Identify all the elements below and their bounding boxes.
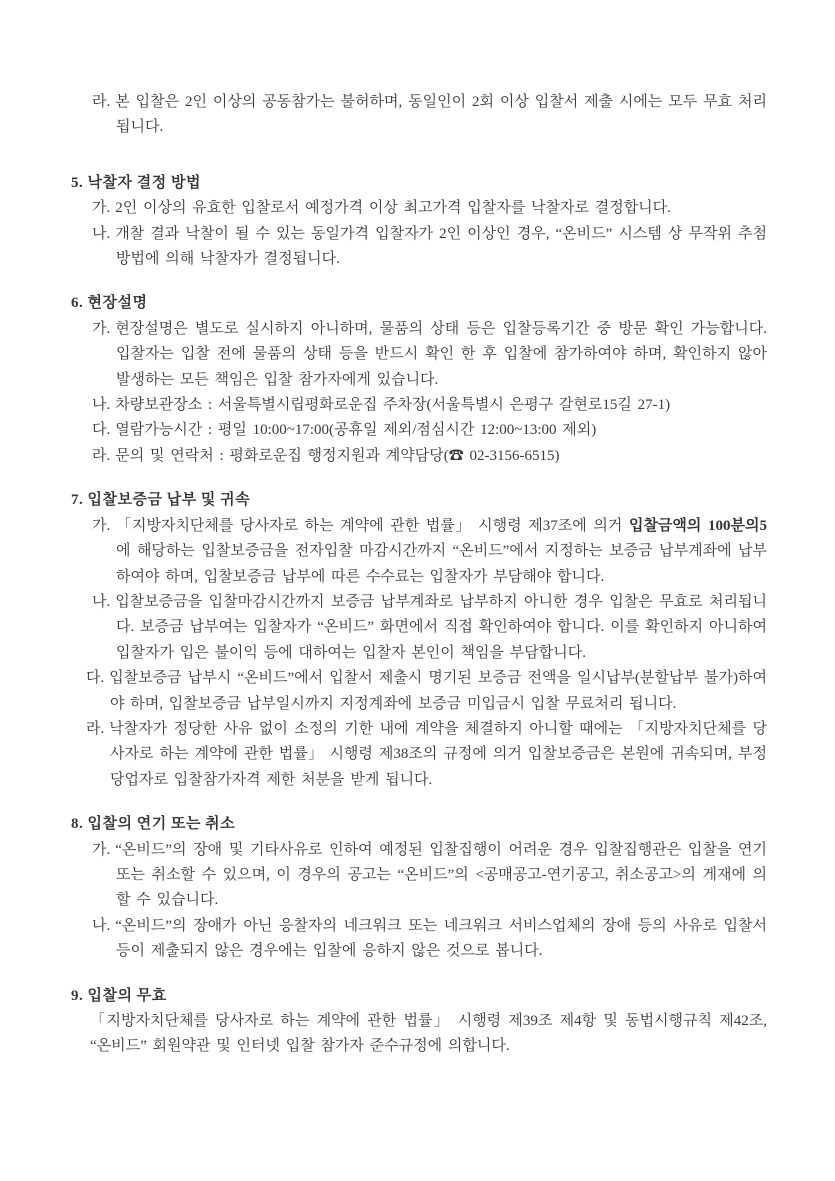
section-8-item-na (71, 914, 767, 965)
section-6-item-da (71, 418, 767, 443)
section-6 (71, 291, 767, 469)
section-7-item-ga (71, 514, 767, 590)
item-label: 나. (92, 593, 111, 610)
section-6-title (71, 291, 767, 316)
item-text: 문의 및 연락처 : 평화로운집 행정지원과 계약담당(☎ 02-3156-6515) (115, 447, 560, 464)
section-5-number: 5. (71, 174, 84, 191)
section-6-item-na (71, 393, 767, 418)
section-8-item-ga (71, 838, 767, 914)
item-text-before: 「지방자치단체를 당사자로 하는 계약에 관한 법률」 시행령 제37조에 의거 (115, 517, 629, 534)
section-6-title-text: 현장설명 (87, 295, 148, 312)
item-text: 입찰보증금 납부시 “온비드”에서 입찰서 제출시 명기된 보증금 전액을 일시납부(분할납부 불가)하여야 하며, 입찰보증금 납부일시까지 지정계좌에 보증금 미입금시 입찰 무료처리 됩니다. (109, 670, 767, 712)
section-9-title-text: 입찰의 무효 (87, 987, 167, 1004)
section-6-item-ra (71, 444, 767, 469)
section-7-title-text: 입찰보증금 납부 및 귀속 (87, 492, 251, 509)
section-5-item-na (71, 222, 767, 273)
item-text: 차량보관장소 : 서울특별시립평화로운집 주차장(서울특별시 은평구 갈현로15길 27-1) (115, 397, 671, 414)
section-5-item-ga (71, 196, 767, 221)
item-label: 다. (86, 670, 105, 687)
item-label: 다. (92, 422, 111, 439)
intro-item-text: 본 입찰은 2인 이상의 공동참가는 불허하며, 동일인이 2회 이상 입찰서 제출 시에는 모두 무효 처리됩니다. (115, 94, 767, 136)
section-6-item-ga (71, 317, 767, 393)
item-text: 열람가능시간 : 평일 10:00~17:00(공휴일 제외/점심시간 12:00~13:00 제외) (115, 422, 597, 439)
item-text-bold: 입찰금액의 100분의5 (628, 517, 767, 534)
section-9-number: 9. (71, 987, 84, 1004)
section-7-title (71, 488, 767, 513)
item-text: 개찰 결과 낙찰이 될 수 있는 동일가격 입찰자가 2인 이상인 경우, “온비드” 시스템 상 무작위 추첨방법에 의해 낙찰자가 결정됩니다. (115, 225, 767, 268)
item-text-after: 에 해당하는 입찰보증금을 전자입찰 마감시간까지 “온비드”에서 지정하는 보증금 납부계좌에 납부하여야 하며, 입찰보증금 납부에 따른 수수료는 입찰자가 부담해야 합니다. (116, 543, 767, 585)
item-text: “온비드”의 장애 및 기타사유로 인하여 예정된 입찰집행이 어려운 경우 입찰집행관은 입찰을 연기 또는 취소할 수 있으며, 이 경우의 공고는 “온비드”의 <공매공고-연기공고, 취소공고>의 게재에 의할 수 있습니다. (115, 841, 767, 909)
intro-paragraph (71, 90, 767, 141)
item-label: 나. (92, 397, 111, 414)
item-label: 나. (92, 225, 111, 242)
section-5-title (71, 171, 767, 196)
section-5-title-text: 낙찰자 결정 방법 (87, 174, 201, 191)
section-8-title-text: 입찰의 연기 또는 취소 (87, 816, 236, 833)
section-9-body: 「지방자치단체를 당사자로 하는 계약에 관한 법률」 시행령 제39조 제4항 및 동법시행규칙 제42조, “온비드” 회원약관 및 인터넷 입찰 참가자 준수규정에 의합니다. (90, 1013, 767, 1055)
item-text: 낙찰자가 정당한 사유 없이 소정의 기한 내에 계약을 체결하지 아니할 때에는 「지방자치단체를 당사자로 하는 계약에 관한 법률」 시행령 제38조의 규정에 의거 입찰보증금은 본원에 귀속되며, 부정당업자로 입찰참가자격 제한 처분을 받게 됩니다. (109, 720, 767, 788)
item-text: “온비드”의 장애가 아닌 응찰자의 네크워크 또는 네크워크 서비스업체의 장애 등의 사유로 입찰서 등이 제출되지 않은 경우에는 입찰에 응하지 않은 것으로 봅니다. (115, 917, 767, 960)
section-7-item-ra (65, 717, 767, 793)
section-7-item-na (71, 590, 767, 666)
section-9-title (71, 984, 767, 1009)
section-9 (71, 984, 767, 1060)
section-8-number: 8. (71, 816, 84, 833)
section-7-number: 7. (71, 492, 84, 509)
section-8 (71, 812, 767, 964)
item-label: 가. (92, 517, 111, 534)
section-6-number: 6. (71, 295, 84, 312)
item-text: 입찰보증금을 입찰마감시간까지 보증금 납부계좌로 납부하지 아니한 경우 입찰은 무효로 처리됩니다. 보증금 납부여는 입찰자가 “온비드” 화면에서 직접 확인하여야 합니다. 이를 확인하지 아니하여 입찰자가 입은 불이익 등에 대하여는 입찰자 본인이 책임을 부담합니다. (115, 593, 767, 661)
item-label: 가. (92, 200, 111, 217)
section-5 (71, 171, 767, 273)
item-text: 현장설명은 별도로 실시하지 아니하며, 물품의 상태 등은 입찰등록기간 중 방문 확인 가능합니다. 입찰자는 입찰 전에 물품의 상태 등을 반드시 확인 한 후 입찰에 참가하여야 하며, 확인하지 않아 발생하는 모든 책임은 입찰 참가자에게 있습니다. (115, 320, 767, 388)
item-label: 라. (86, 720, 105, 737)
section-7-item-da (65, 666, 767, 717)
section-7 (71, 488, 767, 793)
item-label: 가. (92, 841, 111, 858)
item-text: 2인 이상의 유효한 입찰로서 예정가격 이상 최고가격 입찰자를 낙찰자로 결정합니다. (115, 200, 671, 217)
section-8-title (71, 812, 767, 837)
intro-item-label: 라. (92, 94, 111, 110)
item-label: 라. (92, 447, 111, 464)
item-label: 나. (92, 917, 111, 934)
item-label: 가. (92, 320, 111, 337)
